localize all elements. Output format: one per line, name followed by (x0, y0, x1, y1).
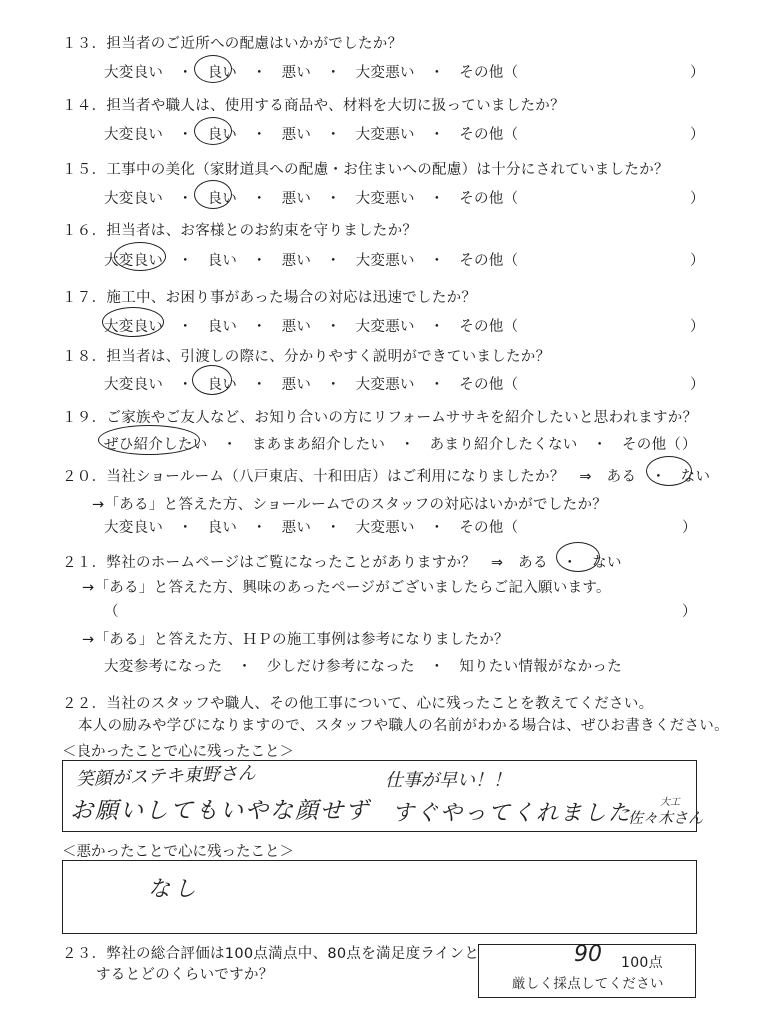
close-paren: ） (690, 377, 705, 393)
question-15: １５．工事中の美化（家財道具への配慮・お住まいへの配慮）は十分にされていましたか？ (62, 162, 669, 178)
answer-circle (194, 117, 232, 145)
close-paren: ） (690, 127, 705, 143)
score-note: 厳しく採点してください (512, 976, 664, 992)
answer-circle (102, 307, 164, 337)
close-paren: ） (690, 319, 705, 335)
handwritten-bad: なし (148, 877, 201, 902)
question-21-sub2: →「ある」と答えた方、ＨＰの施工事例は参考になりましたか？ (82, 632, 509, 648)
question-17: １７．施工中、お困り事があった場合の対応は迅速でしたか？ (62, 290, 477, 306)
options-18: 大変良い ・ 良い ・ 悪い ・ 大変悪い ・ その他（ (104, 377, 519, 393)
close-paren: ） (690, 253, 705, 269)
answer-circle (646, 456, 692, 486)
options-13: 大変良い ・ 良い ・ 悪い ・ 大変悪い ・ その他（ (104, 65, 519, 81)
options-21: 大変参考になった ・ 少しだけ参考になった ・ 知りたい情報がなかった (104, 659, 622, 675)
handwritten-good-6: 佐々木さん (628, 809, 704, 827)
question-14: １４．担当者や職人は、使用する商品や、材料を大切に扱っていましたか？ (62, 98, 565, 114)
question-21: ２１．弊社のホームページはご覧になったことがありますか？ ⇒ ある ・ ない (62, 555, 622, 571)
question-20-sub: →「ある」と答えた方、ショールームでのスタッフの対応はいかがでしたか？ (92, 497, 608, 513)
close-paren: ） (682, 604, 697, 620)
question-23-line1: ２３．弊社の総合評価は100点満点中、80点を満足度ラインと (62, 946, 480, 962)
question-21-sub1: →「ある」と答えた方、興味のあったページがございましたらご記入願います。 (82, 580, 611, 596)
question-16: １６．担当者は、お客様とのお約束を守りましたか？ (62, 223, 418, 239)
options-15: 大変良い ・ 良い ・ 悪い ・ 大変悪い ・ その他（ (104, 191, 519, 207)
answer-circle (98, 425, 200, 455)
handwritten-good-4: すぐやってくれました (392, 801, 633, 826)
question-13: １３．担当者のご近所への配慮はいかがでしたか？ (62, 36, 403, 52)
options-16: 大変良い ・ 良い ・ 悪い ・ 大変悪い ・ その他（ (104, 253, 519, 269)
handwritten-good-2: お願いしてもいやな顔せず (70, 798, 370, 824)
question-22-line2: 本人の励みや学びになりますので、スタッフや職人の名前がわかる場合は、ぜひお書きください。 (78, 718, 729, 734)
answer-circle (556, 542, 600, 572)
options-20: 大変良い ・ 良い ・ 悪い ・ 大変悪い ・ その他（ (104, 520, 519, 536)
options-14: 大変良い ・ 良い ・ 悪い ・ 大変悪い ・ その他（ (104, 127, 519, 143)
answer-circle (114, 242, 166, 271)
answer-circle (192, 365, 232, 395)
options-19: ぜひ紹介したい ・ まあまあ紹介したい ・ あまり紹介したくない ・ その他（ (104, 437, 682, 453)
answer-circle (194, 180, 232, 209)
close-paren: ） (690, 191, 705, 207)
question-19: １９．ご家族やご友人など、お知り合いの方にリフォームササキを紹介したいと思われますか？ (62, 410, 698, 426)
open-paren: （ (104, 604, 119, 620)
bad-section-label: ＜悪かったことで心に残ったこと＞ (62, 844, 294, 860)
answer-circle (194, 55, 232, 83)
handwritten-good-3: 仕事が早い！！ (385, 770, 511, 791)
options-17: 大変良い ・ 良い ・ 悪い ・ 大変悪い ・ その他（ (104, 319, 519, 335)
score-max: 100点 (621, 955, 663, 971)
handwritten-good-1: 笑顔がステキ東野さん (75, 762, 257, 791)
question-18: １８．担当者は、引渡しの際に、分かりやすく説明ができていましたか？ (62, 349, 551, 365)
close-paren: ） (682, 520, 697, 536)
close-paren: ） (682, 437, 697, 453)
handwritten-score: 90 (574, 942, 602, 967)
question-22-line1: ２２．当社のスタッフや職人、その他工事について、心に残ったことを教えてください。 (62, 696, 654, 712)
question-23-line2: するとどのくらいですか？ (96, 967, 274, 983)
handwritten-good-5: 大工 (660, 797, 680, 808)
good-section-label: ＜良かったことで心に残ったこと＞ (62, 744, 294, 760)
close-paren: ） (690, 65, 705, 81)
question-20: ２０．当社ショールーム（八戸東店、十和田店）はご利用になりましたか？ ⇒ ある ・ ない (62, 469, 711, 485)
